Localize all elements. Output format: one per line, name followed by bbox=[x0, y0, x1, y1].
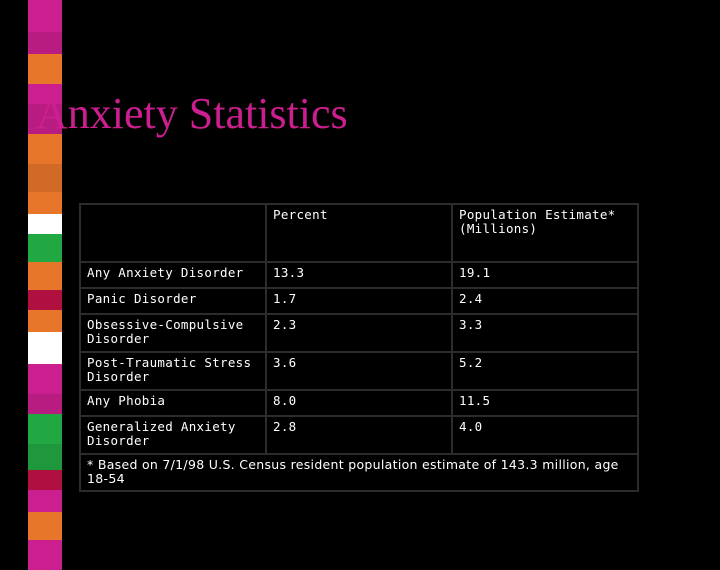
table-row bbox=[80, 288, 638, 314]
table-row bbox=[80, 314, 638, 352]
row-population: 5.2 bbox=[452, 352, 638, 390]
row-label: Post-Traumatic Stress Disorder bbox=[80, 352, 266, 390]
row-population: 11.5 bbox=[452, 390, 638, 416]
table-footnote-row bbox=[80, 454, 638, 491]
row-percent: 2.3 bbox=[266, 314, 452, 352]
decorative-color-stripe bbox=[28, 0, 62, 540]
row-label: Generalized Anxiety Disorder bbox=[80, 416, 266, 454]
row-population: 2.4 bbox=[452, 288, 638, 314]
row-population: 3.3 bbox=[452, 314, 638, 352]
header-cell-percent: Percent bbox=[266, 204, 452, 262]
anxiety-statistics-table bbox=[79, 203, 639, 492]
table-header-row bbox=[80, 204, 638, 262]
table-row bbox=[80, 390, 638, 416]
row-label: Any Anxiety Disorder bbox=[80, 262, 266, 288]
row-percent: 8.0 bbox=[266, 390, 452, 416]
table-row bbox=[80, 416, 638, 454]
row-label: Obsessive-Compulsive Disorder bbox=[80, 314, 266, 352]
row-percent: 1.7 bbox=[266, 288, 452, 314]
row-label: Any Phobia bbox=[80, 390, 266, 416]
row-population: 19.1 bbox=[452, 262, 638, 288]
slide-title: Anxiety Statistics bbox=[36, 89, 348, 138]
row-percent: 3.6 bbox=[266, 352, 452, 390]
row-label: Panic Disorder bbox=[80, 288, 266, 314]
row-percent: 2.8 bbox=[266, 416, 452, 454]
table-row bbox=[80, 262, 638, 288]
table-footnote: * Based on 7/1/98 U.S. Census resident population estimate of 143.3 million, age 18-54 bbox=[80, 454, 638, 491]
table-row bbox=[80, 352, 638, 390]
header-cell-population: Population Estimate* (Millions) bbox=[452, 204, 638, 262]
row-population: 4.0 bbox=[452, 416, 638, 454]
header-cell-empty bbox=[80, 204, 266, 262]
row-percent: 13.3 bbox=[266, 262, 452, 288]
